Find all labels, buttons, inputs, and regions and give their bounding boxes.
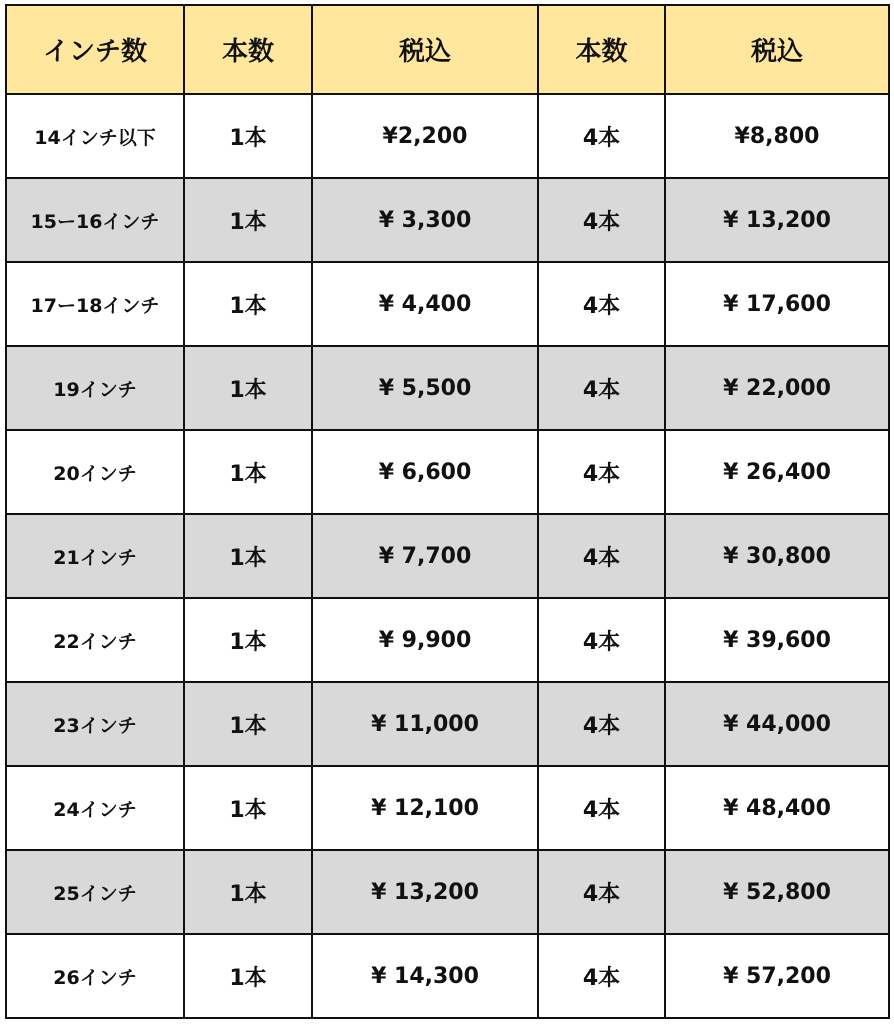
price-single-cell: ¥ 5,500 bbox=[312, 346, 538, 430]
size-cell: 19インチ bbox=[6, 346, 184, 430]
quantity-set-cell: 4本 bbox=[538, 850, 665, 934]
table-row bbox=[6, 766, 889, 850]
price-single-cell: ¥ 6,600 bbox=[312, 430, 538, 514]
header-inch-size: インチ数 bbox=[6, 5, 184, 94]
quantity-single-cell: 1本 bbox=[184, 766, 312, 850]
quantity-single-cell: 1本 bbox=[184, 262, 312, 346]
header-price-set: 税込 bbox=[665, 5, 889, 94]
table-row bbox=[6, 94, 889, 178]
table-row bbox=[6, 346, 889, 430]
quantity-single-cell: 1本 bbox=[184, 514, 312, 598]
price-set-cell: ¥ 57,200 bbox=[665, 934, 889, 1018]
quantity-single-cell: 1本 bbox=[184, 598, 312, 682]
table-row bbox=[6, 430, 889, 514]
quantity-single-cell: 1本 bbox=[184, 178, 312, 262]
size-cell: 14インチ以下 bbox=[6, 94, 184, 178]
quantity-single-cell: 1本 bbox=[184, 94, 312, 178]
price-set-cell: ¥ 48,400 bbox=[665, 766, 889, 850]
price-set-cell: ¥ 26,400 bbox=[665, 430, 889, 514]
table-body bbox=[6, 94, 889, 1018]
price-single-cell: ¥ 9,900 bbox=[312, 598, 538, 682]
size-cell: 23インチ bbox=[6, 682, 184, 766]
price-single-cell: ¥ 12,100 bbox=[312, 766, 538, 850]
size-cell: 15ー16インチ bbox=[6, 178, 184, 262]
size-cell: 17ー18インチ bbox=[6, 262, 184, 346]
quantity-set-cell: 4本 bbox=[538, 262, 665, 346]
quantity-set-cell: 4本 bbox=[538, 178, 665, 262]
quantity-single-cell: 1本 bbox=[184, 850, 312, 934]
price-set-cell: ¥8,800 bbox=[665, 94, 889, 178]
header-quantity-single: 本数 bbox=[184, 5, 312, 94]
size-cell: 22インチ bbox=[6, 598, 184, 682]
price-single-cell: ¥ 14,300 bbox=[312, 934, 538, 1018]
table-header-row bbox=[6, 5, 889, 94]
header-quantity-set: 本数 bbox=[538, 5, 665, 94]
quantity-set-cell: 4本 bbox=[538, 94, 665, 178]
table-row bbox=[6, 178, 889, 262]
quantity-single-cell: 1本 bbox=[184, 430, 312, 514]
quantity-set-cell: 4本 bbox=[538, 598, 665, 682]
price-set-cell: ¥ 52,800 bbox=[665, 850, 889, 934]
price-single-cell: ¥ 3,300 bbox=[312, 178, 538, 262]
quantity-set-cell: 4本 bbox=[538, 682, 665, 766]
quantity-single-cell: 1本 bbox=[184, 682, 312, 766]
table-row bbox=[6, 682, 889, 766]
price-single-cell: ¥ 11,000 bbox=[312, 682, 538, 766]
price-set-cell: ¥ 22,000 bbox=[665, 346, 889, 430]
price-single-cell: ¥ 7,700 bbox=[312, 514, 538, 598]
quantity-single-cell: 1本 bbox=[184, 346, 312, 430]
price-set-cell: ¥ 44,000 bbox=[665, 682, 889, 766]
quantity-set-cell: 4本 bbox=[538, 934, 665, 1018]
quantity-set-cell: 4本 bbox=[538, 430, 665, 514]
price-single-cell: ¥2,200 bbox=[312, 94, 538, 178]
price-single-cell: ¥ 4,400 bbox=[312, 262, 538, 346]
price-set-cell: ¥ 39,600 bbox=[665, 598, 889, 682]
table-row bbox=[6, 598, 889, 682]
size-cell: 20インチ bbox=[6, 430, 184, 514]
price-set-cell: ¥ 30,800 bbox=[665, 514, 889, 598]
quantity-set-cell: 4本 bbox=[538, 766, 665, 850]
size-cell: 26インチ bbox=[6, 934, 184, 1018]
size-cell: 21インチ bbox=[6, 514, 184, 598]
quantity-set-cell: 4本 bbox=[538, 514, 665, 598]
table-row bbox=[6, 262, 889, 346]
size-cell: 24インチ bbox=[6, 766, 184, 850]
table-row bbox=[6, 850, 889, 934]
price-table bbox=[5, 4, 890, 1019]
table-row bbox=[6, 514, 889, 598]
quantity-set-cell: 4本 bbox=[538, 346, 665, 430]
table-row bbox=[6, 934, 889, 1018]
price-set-cell: ¥ 13,200 bbox=[665, 178, 889, 262]
quantity-single-cell: 1本 bbox=[184, 934, 312, 1018]
price-single-cell: ¥ 13,200 bbox=[312, 850, 538, 934]
size-cell: 25インチ bbox=[6, 850, 184, 934]
price-set-cell: ¥ 17,600 bbox=[665, 262, 889, 346]
header-price-single: 税込 bbox=[312, 5, 538, 94]
